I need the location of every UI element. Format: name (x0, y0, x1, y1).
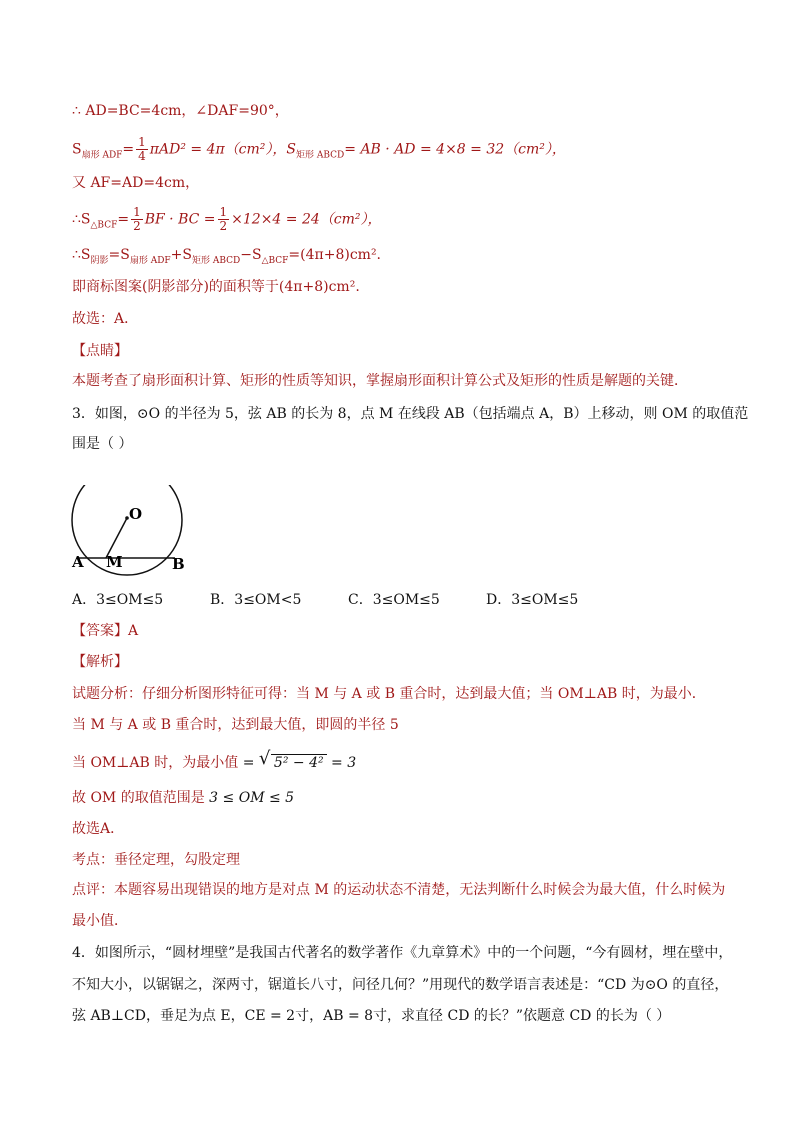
line-text: 本题考查了扇形面积计算、矩形的性质等知识，掌握扇形面积计算公式及矩形的性质是解题的关键． (72, 373, 688, 389)
subscript: 阴影 (90, 255, 109, 266)
segment-om (106, 518, 127, 558)
option-a[interactable]: A．3≤OM≤5 (72, 592, 164, 608)
equals-sign: = (242, 755, 255, 771)
line-text: 最小值． (72, 913, 128, 929)
text: ∴S (72, 247, 91, 263)
analysis-line-4 (72, 787, 734, 809)
text: ∴S (72, 211, 91, 228)
radical-sign: √ (258, 748, 271, 769)
solution-line-1 (72, 100, 734, 122)
question-3-line-2 (72, 433, 734, 455)
line-text: 弦 AB⊥CD，垂足为点 E，CE = 2寸，AB = 8寸，求直径 CD 的长？”依题意 CD 的长为（ ） (72, 1008, 671, 1024)
question-4-line-2 (72, 974, 734, 996)
line-text: 围是（ ） (72, 436, 133, 452)
denominator: 2 (133, 219, 141, 233)
text: = (122, 141, 135, 158)
square-root (258, 748, 327, 774)
question-4-line-3 (72, 1005, 734, 1027)
option-c[interactable]: C．3≤OM≤5 (348, 592, 440, 608)
label-m: M (106, 553, 123, 571)
solution-line-9 (72, 370, 734, 392)
text: 故 OM 的取值范围是 (72, 790, 205, 806)
radicand: 5² − 4² (271, 754, 327, 771)
result: = 3 (331, 755, 357, 771)
subscript: 扇形 ADF (129, 255, 171, 266)
solution-line-4 (72, 206, 734, 236)
fraction (218, 206, 230, 233)
label-a: A (72, 553, 84, 571)
line-text: 点评：本题容易出现错误的地方是对点 M 的运动状态不清楚，无法判断什么时候会为最大值，什么时候为 (72, 882, 726, 898)
analysis-line-5 (72, 818, 734, 840)
section-heading: 【点睛】 (72, 343, 128, 359)
line-text: ∴ AD=BC=4cm，∠DAF=90°， (72, 103, 289, 119)
line-text: 故选：A． (72, 311, 139, 327)
solution-line-3 (72, 172, 734, 194)
line-text: 当 M 与 A 或 B 重合时，达到最大值，即圆的半径 5 (72, 717, 399, 733)
analysis-line-3 (72, 748, 734, 774)
text: +S (170, 247, 192, 263)
line-text: 又 AF=AD=4cm， (72, 175, 200, 191)
fraction (136, 136, 148, 163)
circle-o (72, 485, 182, 575)
math-text: πAD² = 4π（cm²），S (149, 141, 297, 158)
text: =S (108, 247, 130, 263)
line-text: 试题分析：仔细分析图形特征可得：当 M 与 A 或 B 重合时，达到最大值；当 OM⊥AB 时，为最小． (72, 686, 706, 702)
label-b: B (172, 555, 185, 573)
analysis-line-7 (72, 879, 734, 901)
numerator: 1 (138, 135, 146, 149)
text: 当 OM⊥AB 时，为最小值 (72, 755, 239, 771)
subscript: 扇形 ADF (81, 150, 123, 161)
solution-line-2 (72, 136, 734, 166)
circle-figure (62, 485, 202, 585)
line-text: 不知大小，以锯锯之，深两寸，锯道长八寸，问径几何？”用现代的数学语言表述是：“CD 为⊙O 的直径， (72, 977, 729, 993)
text: S (72, 141, 82, 158)
fraction (131, 206, 143, 233)
text: = (117, 211, 130, 228)
question-3-line-1 (72, 403, 749, 425)
numerator: 1 (219, 205, 228, 219)
subscript: △BCF (261, 255, 289, 266)
analysis-line-1 (72, 683, 734, 705)
text: =(4π+8)cm². (288, 247, 382, 263)
math-text: ×12×4 = 24（cm²）， (231, 211, 382, 228)
line-text: 故选A． (72, 821, 125, 837)
numerator: 1 (133, 205, 141, 219)
subscript: 矩形 ABCD (192, 255, 241, 266)
line-text: 3．如图，⊙O 的半径为 5，弦 AB 的长为 8，点 M 在线段 AB（包括端点 A，B）上移动，则 OM 的取值范 (72, 406, 749, 422)
line-text: 即商标图案(阴影部分)的面积等于(4π+8)cm². (72, 279, 360, 295)
subscript: △BCF (90, 220, 118, 231)
solution-line-6 (72, 276, 734, 298)
math-text: 3 ≤ OM ≤ 5 (209, 790, 295, 806)
math-text: = AB · AD = 4×8 = 32（cm²）， (344, 141, 566, 158)
solution-line-7 (72, 308, 734, 330)
denominator: 4 (138, 149, 146, 163)
label-o: O (129, 505, 143, 523)
section-heading: 【解析】 (72, 654, 128, 670)
line-text: 考点：垂径定理，勾股定理 (72, 852, 240, 868)
analysis-line-8 (72, 910, 734, 932)
line-text: 4．如图所示，“圆材埋壁”是我国古代著名的数学著作《九章算术》中的一个问题，“今有圆材，埋在壁中， (72, 945, 733, 961)
heading-dianjing (72, 340, 734, 362)
heading-jiexi (72, 651, 734, 673)
question-4-line-1 (72, 942, 734, 964)
answer-text: 【答案】A (72, 623, 139, 639)
text: −S (240, 247, 262, 263)
subscript: 矩形 ABCD (296, 150, 345, 161)
option-d[interactable]: D．3≤OM≤5 (486, 592, 579, 608)
denominator: 2 (219, 219, 228, 233)
analysis-line-2 (72, 714, 734, 736)
option-b[interactable]: B．3≤OM<5 (210, 592, 302, 608)
math-text: BF · BC = (144, 211, 216, 228)
analysis-line-6 (72, 849, 734, 871)
solution-line-5 (72, 244, 734, 272)
answer-line (72, 620, 734, 642)
